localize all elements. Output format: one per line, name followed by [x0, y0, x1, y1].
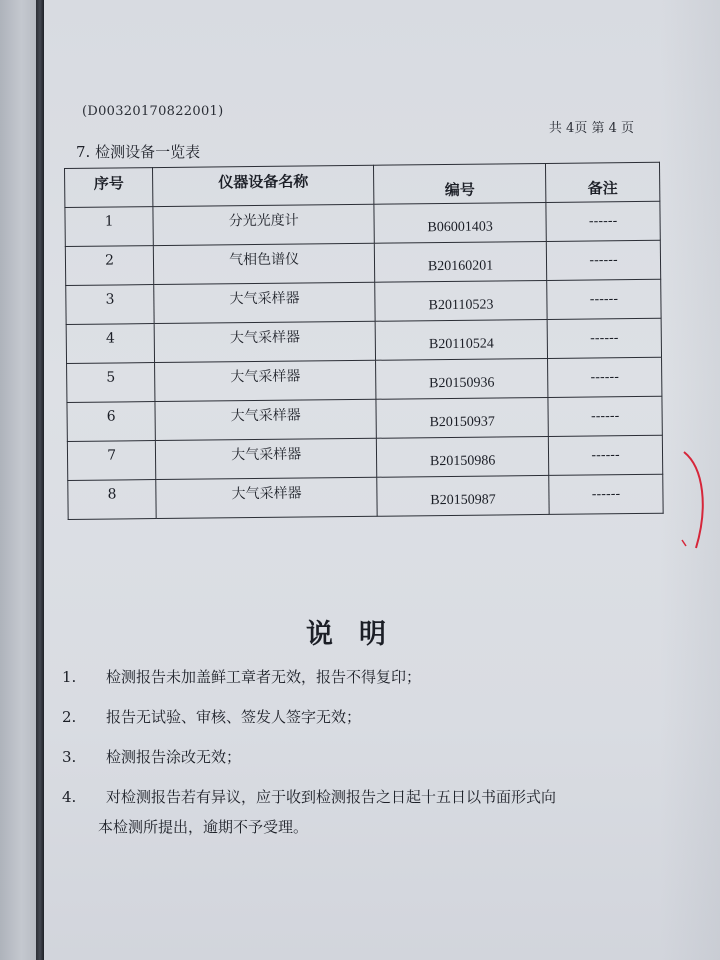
page-count: 共 4页 第 4 页: [548, 121, 634, 136]
note-text: 报告无试验、审核、签发人签字无效；: [106, 708, 362, 726]
list-item: [62, 666, 662, 706]
desk-background: [0, 0, 36, 960]
stamp-arc: [684, 452, 703, 548]
list-item: [62, 746, 662, 786]
cell-instrument-name: 分光光度计: [153, 204, 374, 245]
document-page: [44, 0, 720, 960]
cell-code: B20150936: [376, 358, 548, 399]
cell-serial: 4: [66, 324, 155, 364]
cell-serial: 6: [67, 402, 156, 442]
cell-serial: 8: [68, 480, 157, 520]
note-text: 对检测报告若有异议，应于收到检测报告之日起十五日以书面形式向: [106, 788, 557, 806]
cell-code: B20110523: [375, 280, 547, 321]
stamp-tick: [682, 540, 686, 546]
list-item: [62, 706, 662, 746]
table-header-row: [65, 162, 660, 207]
table-row: [67, 357, 662, 402]
red-stamp-edge: [674, 448, 714, 558]
table-row: [65, 240, 660, 285]
table-row: [68, 474, 663, 519]
cell-instrument-name: 气相色谱仪: [154, 243, 375, 284]
cell-remarks: ------: [548, 357, 662, 397]
cell-remarks: ------: [547, 318, 661, 358]
header-code: 编号: [374, 163, 546, 204]
list-item: [62, 786, 662, 856]
cell-remarks: ------: [548, 396, 662, 436]
table-row: [66, 279, 661, 324]
note-text: 检测报告涂改无效；: [106, 748, 242, 766]
header-instrument-name: 仪器设备名称: [153, 165, 374, 206]
header-remarks: 备注: [545, 162, 659, 202]
note-number: 3.: [62, 748, 77, 766]
cell-serial: 2: [65, 246, 154, 286]
cell-remarks: ------: [547, 279, 661, 319]
cell-remarks: ------: [549, 474, 663, 514]
notes-title: 说明: [306, 619, 412, 650]
cell-instrument-name: 大气采样器: [154, 282, 375, 323]
cell-code: B20150987: [377, 475, 549, 516]
note-number: 2.: [62, 708, 77, 726]
cell-instrument-name: 大气采样器: [155, 360, 376, 401]
cell-code: B20110524: [375, 319, 547, 360]
cell-serial: 5: [67, 363, 156, 403]
note-text: 检测报告未加盖鲜工章者无效，报告不得复印；: [106, 668, 422, 686]
note-number: 1.: [62, 668, 77, 686]
header-serial: 序号: [65, 168, 154, 208]
report-id: (D00320170822001): [82, 104, 224, 119]
note-continuation: 本检测所提出，逾期不予受理。: [98, 818, 309, 836]
binder-edge: [36, 0, 44, 960]
table-row: [67, 435, 662, 480]
table-row: [65, 201, 660, 246]
notes-list: [62, 666, 662, 856]
table-row: [67, 396, 662, 441]
cell-code: B20150937: [376, 397, 548, 438]
cell-instrument-name: 大气采样器: [156, 438, 377, 479]
cell-instrument-name: 大气采样器: [155, 399, 376, 440]
cell-instrument-name: 大气采样器: [156, 477, 377, 518]
cell-instrument-name: 大气采样器: [154, 321, 375, 362]
note-number: 4.: [62, 788, 77, 806]
equipment-table: [64, 162, 664, 520]
section-title: 7. 检测设备一览表: [76, 143, 201, 161]
cell-remarks: ------: [546, 201, 660, 241]
table-row: [66, 318, 661, 363]
cell-serial: 1: [65, 207, 154, 247]
cell-remarks: ------: [546, 240, 660, 280]
cell-code: B20160201: [374, 241, 546, 282]
cell-code: B20150986: [376, 436, 548, 477]
cell-code: B06001403: [374, 202, 546, 243]
cell-serial: 7: [67, 441, 156, 481]
cell-serial: 3: [66, 285, 155, 325]
cell-remarks: ------: [548, 435, 662, 475]
